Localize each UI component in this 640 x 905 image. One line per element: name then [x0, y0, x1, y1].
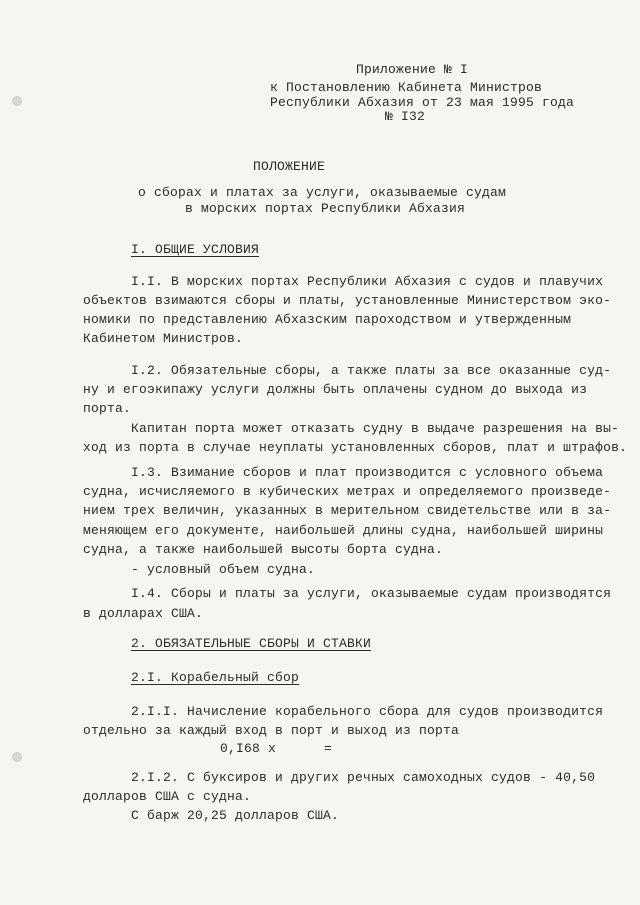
paragraph-1-3-line3: нием трех величин, указанных в мерительном свидетельстве или в за- — [83, 503, 612, 518]
paragraph-1-1-line1: I.I. В морских портах Республики Абхазия с судов и плавучих — [131, 274, 604, 289]
punch-hole-top — [12, 96, 22, 106]
punch-hole-bottom — [12, 752, 22, 762]
paragraph-2-1-2b: С барж 20,25 долларов США. — [131, 808, 340, 823]
fee-formula: 0,I68 х = — [220, 741, 333, 756]
paragraph-1-2b-line2: ход из порта в случае неуплаты установленных сборов, плат и штрафов. — [83, 440, 628, 455]
paragraph-1-3-line1: I.3. Взимание сборов и плат производится с условного объема — [131, 465, 604, 480]
paragraph-2-1-1-line1: 2.I.I. Начисление корабельного сбора для судов производится — [131, 704, 604, 719]
paragraph-1-3-line5: судна, а также наибольшей высоты борта судна. — [83, 542, 444, 557]
paragraph-1-3-line2: судна, исчисляемого в кубических метрах и определяемого произведе- — [83, 484, 612, 499]
paragraph-1-1-line2: объектов взимаются сборы и платы, установленные Министерством эко- — [83, 293, 612, 308]
appendix-label: Приложение № I — [356, 62, 469, 77]
decree-number: № I32 — [385, 109, 426, 124]
paragraph-1-2-line3: порта. — [83, 401, 132, 416]
decree-reference-line1: к Постановлению Кабинета Министров — [270, 80, 543, 95]
section1-heading: I. ОБЩИЕ УСЛОВИЯ — [131, 242, 260, 257]
paragraph-1-3-line4: меняющем его документе, наибольшей длины судна, наибольшей ширины — [83, 523, 604, 538]
document-title: ПОЛОЖЕНИЕ — [253, 159, 326, 174]
paragraph-1-2-line1: I.2. Обязательные сборы, а также платы за все оказанные суд- — [131, 363, 612, 378]
paragraph-2-1-2-line1: 2.I.2. С буксиров и других речных самоходных судов - 40,50 — [131, 770, 596, 785]
paragraph-1-1-line4: Кабинетом Министров. — [83, 331, 244, 346]
paragraph-1-2b-line1: Капитан порта может отказать судну в выдаче разрешения на вы- — [131, 421, 620, 436]
document-subtitle-line2: в морских портах Республики Абхазия — [185, 201, 466, 216]
paragraph-1-4-line2: в долларах США. — [83, 606, 204, 621]
paragraph-1-3b: - условный объем судна. — [131, 562, 316, 577]
paragraph-1-1-line3: номики по представлению Абхазским пароходством и утвержденным — [83, 312, 572, 327]
paragraph-2-1-2-line2: долларов США с судна. — [83, 789, 252, 804]
paragraph-1-2-line2: ну и егоэкипажу услуги должны быть оплачены судном до выхода из — [83, 382, 588, 397]
decree-reference-line2: Республики Абхазия от 23 мая 1995 года — [270, 95, 575, 110]
paragraph-1-4-line1: I.4. Сборы и платы за услуги, оказываемые судам производятся — [131, 586, 612, 601]
section2-1-heading: 2.I. Корабельный сбор — [131, 670, 300, 685]
paragraph-2-1-1-line2: отдельно за каждый вход в порт и выход из порта — [83, 723, 460, 738]
document-subtitle-line1: о сборах и платах за услуги, оказываемые судам — [138, 185, 507, 200]
section2-heading: 2. ОБЯЗАТЕЛЬНЫЕ СБОРЫ И СТАВКИ — [131, 636, 372, 651]
